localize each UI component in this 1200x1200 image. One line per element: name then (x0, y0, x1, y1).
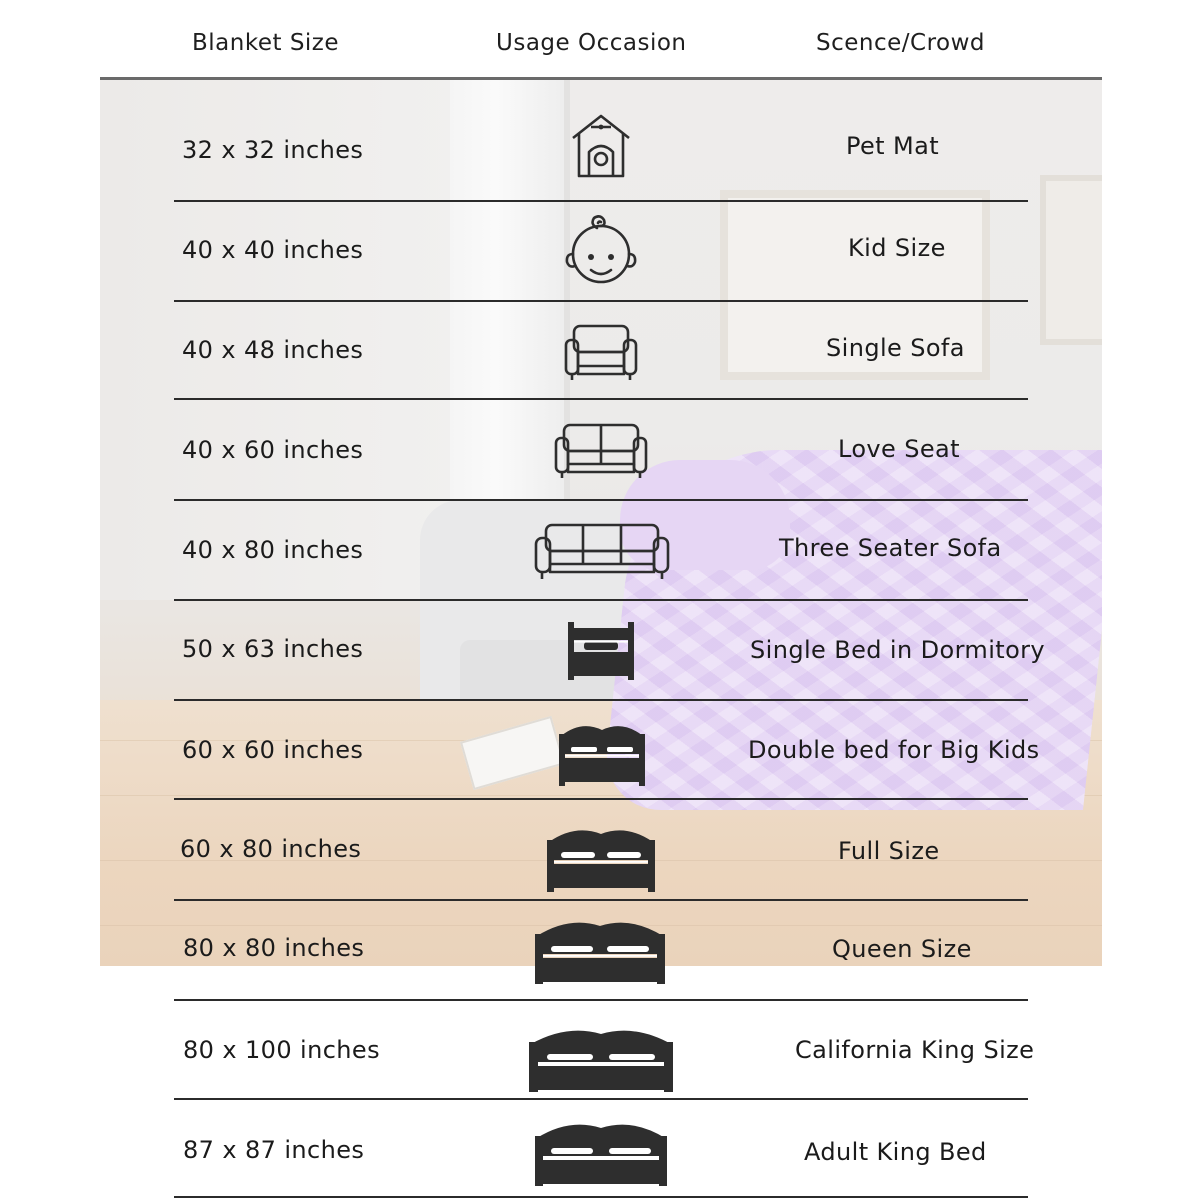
row-size: 40 x 40 inches (182, 236, 364, 264)
header-scene-crowd: Scence/Crowd (816, 30, 986, 56)
full-bed-icon (545, 824, 657, 894)
three-seater-sofa-icon (534, 522, 670, 582)
pet-house-icon (569, 112, 633, 180)
double-bed-icon (557, 720, 647, 788)
row-scene: Full Size (838, 837, 940, 865)
row-scene: Single Sofa (826, 334, 965, 362)
row-size: 50 x 63 inches (182, 635, 364, 663)
table-row (0, 500, 1200, 600)
row-size: 80 x 80 inches (183, 934, 365, 962)
row-scene: Double bed for Big Kids (748, 736, 1040, 764)
row-scene: Love Seat (838, 435, 960, 463)
table-row (0, 600, 1200, 700)
california-king-bed-icon (527, 1024, 675, 1094)
table-row (0, 300, 1200, 400)
row-size: 32 x 32 inches (182, 136, 364, 164)
row-size: 40 x 60 inches (182, 436, 364, 464)
row-size: 40 x 48 inches (182, 336, 364, 364)
row-scene: Three Seater Sofa (779, 534, 1002, 562)
table-row (0, 400, 1200, 500)
row-scene: Adult King Bed (804, 1138, 987, 1166)
single-bed-icon (564, 620, 638, 682)
table-row (0, 700, 1200, 800)
row-scene: Kid Size (848, 234, 946, 262)
row-size: 60 x 60 inches (182, 736, 364, 764)
armchair-icon (564, 322, 638, 382)
row-size: 80 x 100 inches (183, 1036, 380, 1064)
table-row (0, 1100, 1200, 1200)
header-usage-occasion: Usage Occasion (496, 30, 687, 56)
row-scene: Pet Mat (846, 132, 940, 160)
row-size: 40 x 80 inches (182, 536, 364, 564)
loveseat-icon (554, 422, 648, 480)
row-scene: Queen Size (832, 935, 972, 963)
row-scene: California King Size (795, 1036, 1035, 1064)
row-size: 87 x 87 inches (183, 1136, 365, 1164)
baby-face-icon (560, 214, 642, 288)
table-row (0, 100, 1200, 200)
header-blanket-size: Blanket Size (192, 30, 340, 56)
king-bed-icon (533, 1118, 669, 1188)
row-scene: Single Bed in Dormitory (750, 636, 1046, 664)
table-row (0, 800, 1200, 900)
table-row (0, 200, 1200, 300)
queen-bed-icon (533, 916, 667, 986)
table-row (0, 1000, 1200, 1100)
table-row (0, 900, 1200, 1000)
row-size: 60 x 80 inches (180, 835, 362, 863)
row-divider (174, 1196, 1028, 1198)
